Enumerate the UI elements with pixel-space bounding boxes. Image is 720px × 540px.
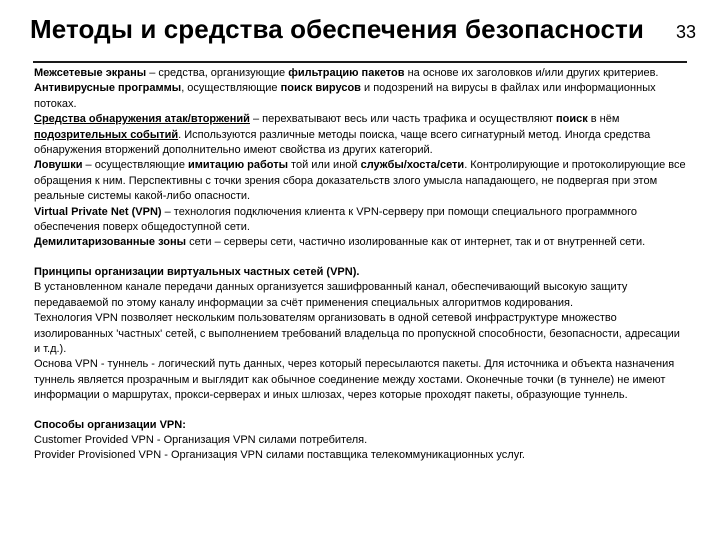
page-number: 33 [676,22,697,42]
term-search: поиск [555,113,588,126]
paragraph-honeypots [34,158,686,204]
term-vpn: Virtual Private Net (VPN) [34,205,162,218]
list-item-customer-vpn: Customer Provided VPN - Организация VPN силами потребителя. [34,433,368,446]
paragraph-vpn [34,205,686,236]
paragraph-dmz [34,235,686,250]
text: в нём [587,113,620,126]
paragraph-intrusion-detection [34,112,686,158]
text: – перехватывают весь или часть трафика и осуществляют [249,113,556,126]
text: на основе их заголовков и/или других критериев. [404,67,659,79]
heading-vpn-principles [34,265,686,280]
slide-content [34,66,686,464]
text: и подозрений на вирусы в файлах или информационных потоках. [34,82,656,110]
text: . Контролирующие и протоколирующие все обращения к ним. Перспективны с точки зрения сбора доказательств злого умысла нападающего, не подвергая при этом реальные системы какой-либо опасности. [34,159,686,203]
paragraph-vpn-technology: Технология VPN позволяет нескольким пользователям организовать в одной сетевой инфраструктуре множество изолированных 'частных' сетей, с выполнением требований владельца по пропускной способности, безопасности, адресации и т.д.). [34,312,680,355]
term-intrusion-detection: Средства обнаружения атак/вторжений [34,113,250,126]
heading-text: Принципы организации виртуальных частных сетей (VPN). [34,265,360,278]
term-packet-filtering: фильтрацию пакетов [288,67,405,79]
term-suspicious-events: подозрительных событий [34,128,179,141]
page-title: Методы и средства обеспечения безопасности [30,14,644,44]
term-virus-search: поиск вирусов [280,82,361,95]
text: той или иной [288,159,361,172]
paragraph-vpn-tunnel: Основа VPN - туннель - логический путь данных, через который пересылаются пакеты. Для источника и объекта назначения туннель является прозрачным и выглядит как обычное соединение между хостами. Оконечные точки (в туннеле) не имеют информации о маршрутах, прокси-серверах и иных шлюзах, через которые проходят пакеты, образующие туннель. [34,358,675,402]
term-honeypots: Ловушки [34,159,83,172]
text: – средства, организующие [146,67,289,79]
paragraph-firewalls [34,66,686,81]
text: сети – серверы сети, частично изолированные как от интернет, так и от внутренней сети. [186,236,646,249]
heading-vpn-methods [34,418,686,433]
term-imitation: имитацию работы [188,159,288,172]
term-service-host-network: службы/хоста/сети [360,159,465,172]
spacer [34,251,686,265]
term-antivirus: Антивирусные программы [34,82,182,95]
title-divider [33,61,687,63]
list-item-provider-vpn: Provider Provisioned VPN - Организация VPN силами поставщика телекоммуникационных услуг. [34,449,525,462]
paragraph-vpn-channel: В установленном канале передачи данных организуется зашифрованный канал, обеспечивающий высокую защиту передаваемой по этому каналу информации за счёт применения специальных алгоритмов кодирования. [34,281,628,309]
spacer [34,404,686,418]
term-dmz: Демилитаризованные зоны [34,236,187,249]
term-firewalls: Межсетевые экраны [34,67,147,79]
heading-text: Способы организации VPN: [34,418,186,431]
paragraph-antivirus [34,81,686,112]
text: – осуществляющие [82,159,188,172]
text: , осуществляющие [181,82,281,95]
text: – технология подключения клиента к VPN-серверу при помощи специального программного обеспечения поверх общедоступной сети. [34,205,637,234]
text: . Используются различные методы поиска, чаще всего сигнатурный метод. Иногда средства обнаружения вторжений дополнительно имеют свойства из других категорий. [34,128,651,157]
